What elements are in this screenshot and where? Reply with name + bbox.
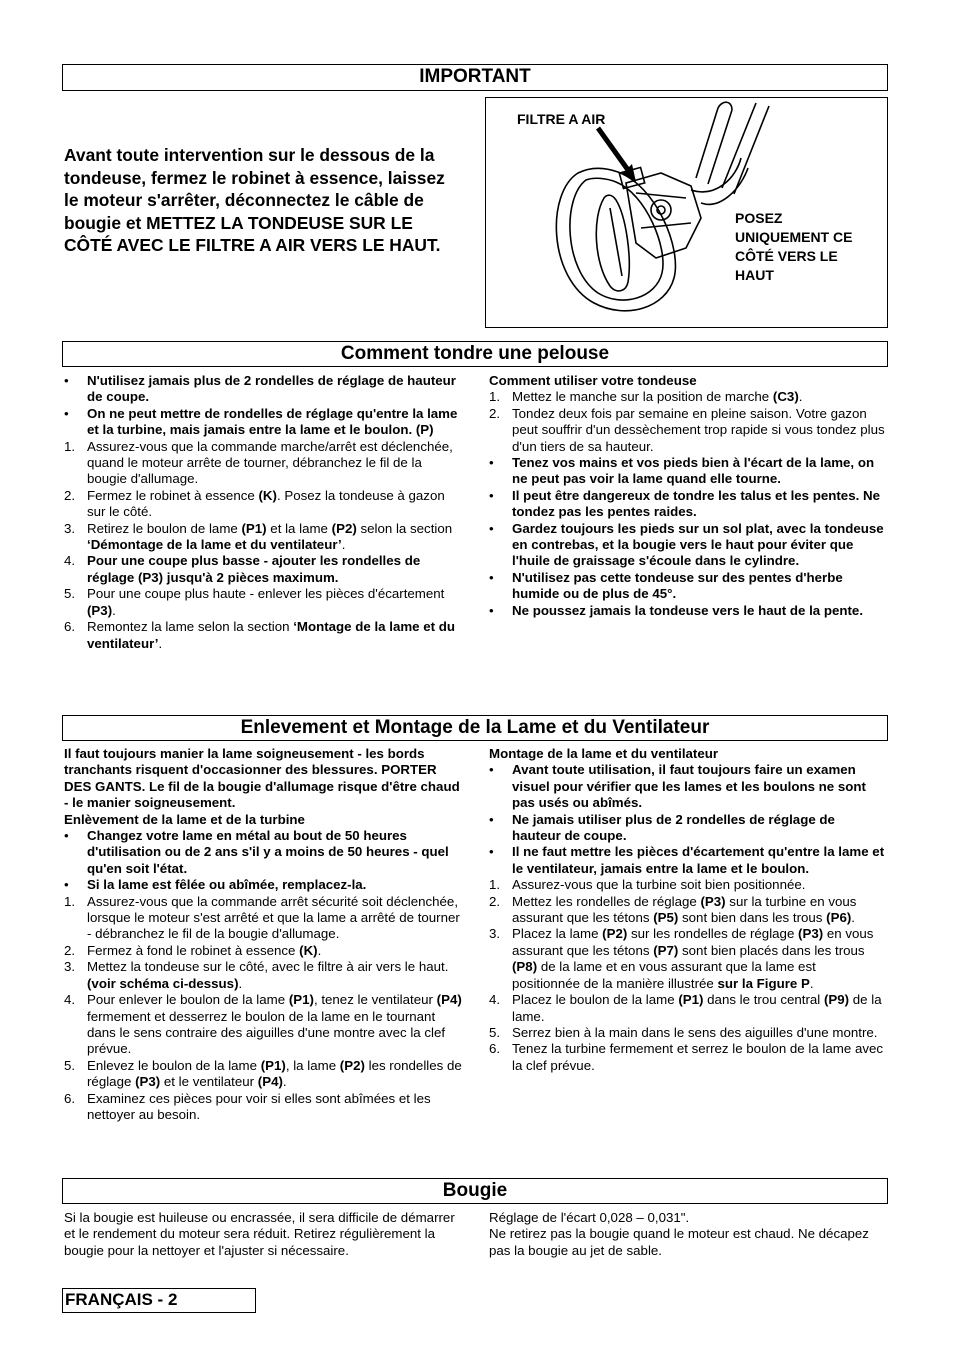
list-item (489, 455, 887, 488)
list-item-text: Tenez vos mains et vos pieds bien à l'écart de la lame, on ne peut pas voir la lame quand elle tourne. (512, 455, 875, 487)
list-item-text: de la lame et en vous assurant que la lame est positionnée de la manière illustrée (512, 959, 816, 991)
list-item-text: Tondez deux fois par semaine en pleine saison. Votre gazon peut souffrir d'un dessèchement trop rapide si vous tondez plus d'un tiers de sa hauteur. (512, 405, 885, 454)
section-heading-tondre: Comment tondre une pelouse (62, 341, 888, 367)
list-item-text: Ne jamais utiliser plus de 2 rondelles de réglage de hauteur de coupe. (512, 811, 835, 844)
side-up-label: POSEZ UNIQUEMENT CE CÔTÉ VERS LE HAUT (735, 210, 853, 283)
list-item-text: Retirez le boulon de lame (87, 520, 242, 536)
list-marker: • (64, 405, 69, 421)
list-item (489, 894, 887, 927)
list-item-text: N'utilisez pas cette tondeuse sur des pentes d'herbe humide ou de plus de 45°. (512, 569, 843, 602)
list-marker: • (64, 828, 69, 844)
list-item-text: . Posez la tondeuse à gazon sur le côté. (87, 487, 445, 520)
list-item (64, 553, 462, 586)
list-item (489, 488, 887, 521)
bougie-text-right: Ne retirez pas la bougie quand le moteur est chaud. Ne décapez pas la bougie au jet de sable. (489, 1226, 869, 1258)
list-item-text: dans le trou central (703, 992, 824, 1008)
list-item-text: (P3) (798, 926, 824, 942)
list-item (64, 943, 462, 959)
list-item-text: sont bien dans les trous (678, 910, 827, 926)
list-marker: 2. (489, 405, 501, 421)
list-marker: • (489, 487, 494, 503)
list-item (489, 926, 887, 992)
list-item-text: (voir schéma ci-dessus) (87, 975, 239, 991)
list-item (64, 894, 462, 943)
list-marker: 1. (64, 893, 76, 909)
section-heading-lame: Enlevement et Montage de la Lame et du Ventilateur (62, 715, 888, 741)
list-item (489, 844, 887, 877)
list-item-text: (P5) (653, 910, 679, 926)
list-marker: • (489, 520, 494, 536)
subsection-title: Comment utiliser votre tondeuse (489, 373, 697, 388)
tondre-right-column (489, 373, 887, 619)
list-marker: 5. (489, 1024, 501, 1040)
list-item-text: Gardez toujours les pieds sur un sol plat, avec la tondeuse en contrebas, et la bougie vers le haut pour éviter que l'huile de graissage s'écoule dans le cylindre. (512, 520, 884, 569)
list-item-text: et le ventilateur (160, 1074, 258, 1090)
list-item-text: Changez votre lame en métal au bout de 50 heures d'utilisation ou de 2 ans s'il y a moins de 50 heures - quel qu'en soit l'état. (87, 828, 449, 876)
list-item-text: Placez le boulon de la lame (512, 992, 679, 1008)
bougie-right-column (489, 1210, 887, 1259)
list-item-text: sur la Figure P (717, 975, 810, 991)
list-item (489, 762, 887, 811)
list-item (64, 828, 462, 877)
list-item (489, 877, 887, 893)
list-item-text: sont bien placés dans les trous (678, 942, 865, 958)
list-item-text: . (809, 975, 814, 991)
list-item-text: (P1) (241, 520, 267, 536)
list-marker: 3. (64, 959, 76, 975)
list-item-text: Placez la lame (512, 926, 603, 942)
list-item-text: (P4) (436, 992, 462, 1008)
list-marker: 1. (489, 389, 501, 405)
important-warning: Avant toute intervention sur le dessous de la tondeuse, fermez le robinet à essence, laissez le moteur s'arrêter, déconnectez le câble de bougie et METTEZ LA TONDEUSE SUR LE CÔTÉ AVEC LE FILTRE A AIR VERS LE HAUT. (64, 145, 445, 255)
list-item (64, 521, 462, 554)
list-item (489, 389, 887, 405)
list-marker: • (489, 569, 494, 585)
list-item-text: . (341, 537, 346, 553)
list-item-text: ‘Démontage de la lame et du ventilateur’ (87, 537, 342, 553)
list-item-text: sur les rondelles de réglage (627, 926, 799, 942)
list-item-text: (P2) (602, 926, 628, 942)
list-item-text: Mettez les rondelles de réglage (512, 893, 701, 909)
list-item-text: . (317, 942, 322, 958)
list-item-text: (P6) (826, 910, 852, 926)
list-item-text: Assurez-vous que la turbine soit bien positionnée. (512, 877, 806, 893)
subsection-title: Montage de la lame et du ventilateur (489, 746, 719, 761)
list-item-text: Il ne faut mettre les pièces d'écartement qu'entre la lame et le ventilateur, jamais entre la lame et le boulon. (512, 844, 885, 876)
list-marker: 2. (489, 893, 501, 909)
list-marker: • (64, 877, 69, 893)
list-item-text: les rondelles de réglage (87, 1057, 462, 1090)
list-marker: • (489, 602, 494, 618)
list-item-text: Fermez à fond le robinet à essence (87, 942, 300, 958)
list-item-text: Serrez bien à la main dans le sens des aiguilles d'une montre. (512, 1024, 878, 1040)
list-item (64, 439, 462, 488)
list-item-text: Examinez ces pièces pour voir si elles sont abîmées et les nettoyer au besoin. (87, 1090, 431, 1122)
list-item (489, 603, 887, 619)
list-item-text: fermement et desserrez le boulon de la lame en le tournant dans le sens contraire des aiguilles d'une montre avec la clef prévue. (87, 1008, 446, 1057)
list-item-text: Pour une coupe plus haute - enlever les pièces d'écartement (87, 586, 445, 602)
list-marker: 4. (489, 992, 501, 1008)
list-item-text: . (798, 389, 803, 405)
list-item-text: (P1) (678, 992, 704, 1008)
list-item-text: (P2) (339, 1057, 365, 1073)
list-item-text: ‘Montage de la lame et du ventilateur’ (87, 619, 456, 651)
bougie-gap-text: Réglage de l'écart 0,028 – 0,031". (489, 1210, 690, 1225)
list-item-text: selon la section (356, 520, 453, 536)
list-item-text: (K) (258, 487, 277, 503)
list-item-text: On ne peut mettre de rondelles de réglage qu'entre la lame et la turbine, mais jamais entre la lame et le boulon. (P) (87, 405, 458, 438)
list-marker: 2. (64, 942, 76, 958)
list-marker: 4. (64, 553, 76, 569)
list-marker: 5. (64, 1057, 76, 1073)
list-item-text: . (282, 1074, 287, 1090)
list-item-text: (K) (299, 942, 318, 958)
list-item-text: (P7) (653, 942, 679, 958)
lame-right-column (489, 746, 887, 1074)
list-marker: 5. (64, 586, 76, 602)
air-filter-label: FILTRE A AIR (517, 111, 606, 127)
section-heading-bougie: Bougie (62, 1178, 888, 1204)
list-item-text: Mettez la tondeuse sur le côté, avec le filtre à air vers le haut. (87, 959, 449, 975)
list-item-text: N'utilisez jamais plus de 2 rondelles de réglage de hauteur de coupe. (87, 373, 456, 405)
list-item-text: Fermez le robinet à essence (87, 487, 259, 503)
list-item (489, 570, 887, 603)
list-item-text: Si la lame est fêlée ou abîmée, remplacez-la. (87, 877, 367, 893)
list-marker: • (64, 373, 69, 388)
list-item (489, 521, 887, 570)
list-item-text: (P2) (331, 520, 357, 536)
list-item-text: . (112, 602, 116, 618)
list-item-text: Il peut être dangereux de tondre les talus et les pentes. Ne tondez pas les pentes raides. (512, 487, 880, 520)
list-item (64, 1058, 462, 1091)
list-item-text: sur la turbine en vous assurant que les tétons (512, 893, 857, 926)
bougie-text-left: Si la bougie est huileuse ou encrassée, il sera difficile de démarrer et le rendement du moteur sera réduit. Retirez régulièrement la bougie pour la nettoyer et l'ajuster si nécessaire. (64, 1210, 455, 1258)
list-item-text: Mettez le manche sur la position de marche (512, 389, 773, 405)
list-marker: • (489, 811, 494, 827)
list-marker: • (489, 455, 494, 471)
list-item-text: (P1) (260, 1057, 286, 1073)
list-item (64, 586, 462, 619)
list-item (489, 1025, 887, 1041)
list-item (64, 619, 462, 652)
list-marker: 6. (489, 1041, 501, 1057)
list-item-text: (P9) (823, 992, 850, 1008)
list-item (64, 1091, 462, 1124)
list-item (489, 1041, 887, 1074)
list-marker: 6. (64, 1090, 76, 1106)
list-item (64, 373, 462, 406)
tondre-left-column (64, 373, 462, 652)
list-marker: 4. (64, 992, 76, 1008)
list-item (64, 406, 462, 439)
safety-intro: Il faut toujours manier la lame soigneusement - les bords tranchants risquent d'occasionner des blessures. PORTER DES GANTS. Le fil de la bougie d'allumage risque d'être chaud - le manier soigneusement. (64, 746, 460, 811)
list-item-text: Enlevez le boulon de la lame (87, 1057, 261, 1073)
list-item-text: . (238, 975, 243, 991)
list-marker: 2. (64, 487, 76, 503)
list-marker: 3. (489, 926, 501, 942)
list-item (489, 812, 887, 845)
list-marker: 3. (64, 520, 76, 536)
list-item-text: Remontez la lame selon la section (87, 619, 294, 635)
list-item (64, 992, 462, 1058)
list-marker: • (489, 762, 494, 778)
list-item-text: (P4) (257, 1074, 283, 1090)
list-marker: 1. (64, 438, 76, 454)
list-item-text: (P1) (288, 992, 314, 1008)
list-item (64, 488, 462, 521)
list-item-text: . (851, 910, 855, 926)
list-item-text: (P3) (87, 602, 113, 618)
list-item (64, 877, 462, 893)
list-item-text: en vous assurant que les tétons (512, 926, 874, 958)
list-item-text: , la lame (285, 1057, 340, 1073)
list-item-text: , tenez le ventilateur (313, 992, 437, 1008)
list-item-text: Avant toute utilisation, il faut toujours faire un examen visuel pour vérifier que les lames et les boulons ne sont pas usés ou abîmés. (512, 762, 866, 811)
lame-left-column (64, 746, 462, 1123)
list-item (64, 959, 462, 992)
list-item (489, 406, 887, 455)
list-item-text: et la lame (266, 520, 332, 536)
list-item-text: Assurez-vous que la commande marche/arrêt est déclenchée, quand le moteur arrête de tourner, débranchez le fil de la bougie d'allumage. (87, 438, 453, 487)
list-item-text: de la lame. (512, 992, 882, 1024)
mower-figure (485, 97, 888, 328)
list-item-text: (P8) (512, 959, 538, 975)
list-item-text: Pour une coupe plus basse - ajouter les rondelles de réglage (P3) jusqu'à 2 pièces maximum. (87, 553, 421, 585)
subsection-title: Enlèvement de la lame et de la turbine (64, 811, 305, 827)
list-item-text: Ne poussez jamais la tondeuse vers le haut de la pente. (512, 602, 864, 618)
bougie-left-column (64, 1210, 462, 1259)
list-item-text: (P3) (700, 893, 726, 909)
list-item-text: (C3) (772, 389, 799, 405)
important-heading: IMPORTANT (62, 64, 888, 91)
list-marker: 1. (489, 877, 501, 893)
list-marker: • (489, 844, 494, 860)
list-item-text: Tenez la turbine fermement et serrez le boulon de la lame avec la clef prévue. (512, 1041, 884, 1073)
list-marker: 6. (64, 619, 76, 635)
list-item-text: Assurez-vous que la commande arrêt sécurité soit déclenchée, lorsque le moteur s'est arrêté et que la lame a arrêté de tourner - débranchez le fil de la bougie d'allumage. (87, 893, 460, 942)
list-item-text: . (158, 635, 163, 651)
list-item-text: (P3) (135, 1074, 161, 1090)
page-footer: FRANÇAIS - 2 (62, 1288, 256, 1313)
list-item-text: Pour enlever le boulon de la lame (87, 992, 289, 1008)
list-item (489, 992, 887, 1025)
